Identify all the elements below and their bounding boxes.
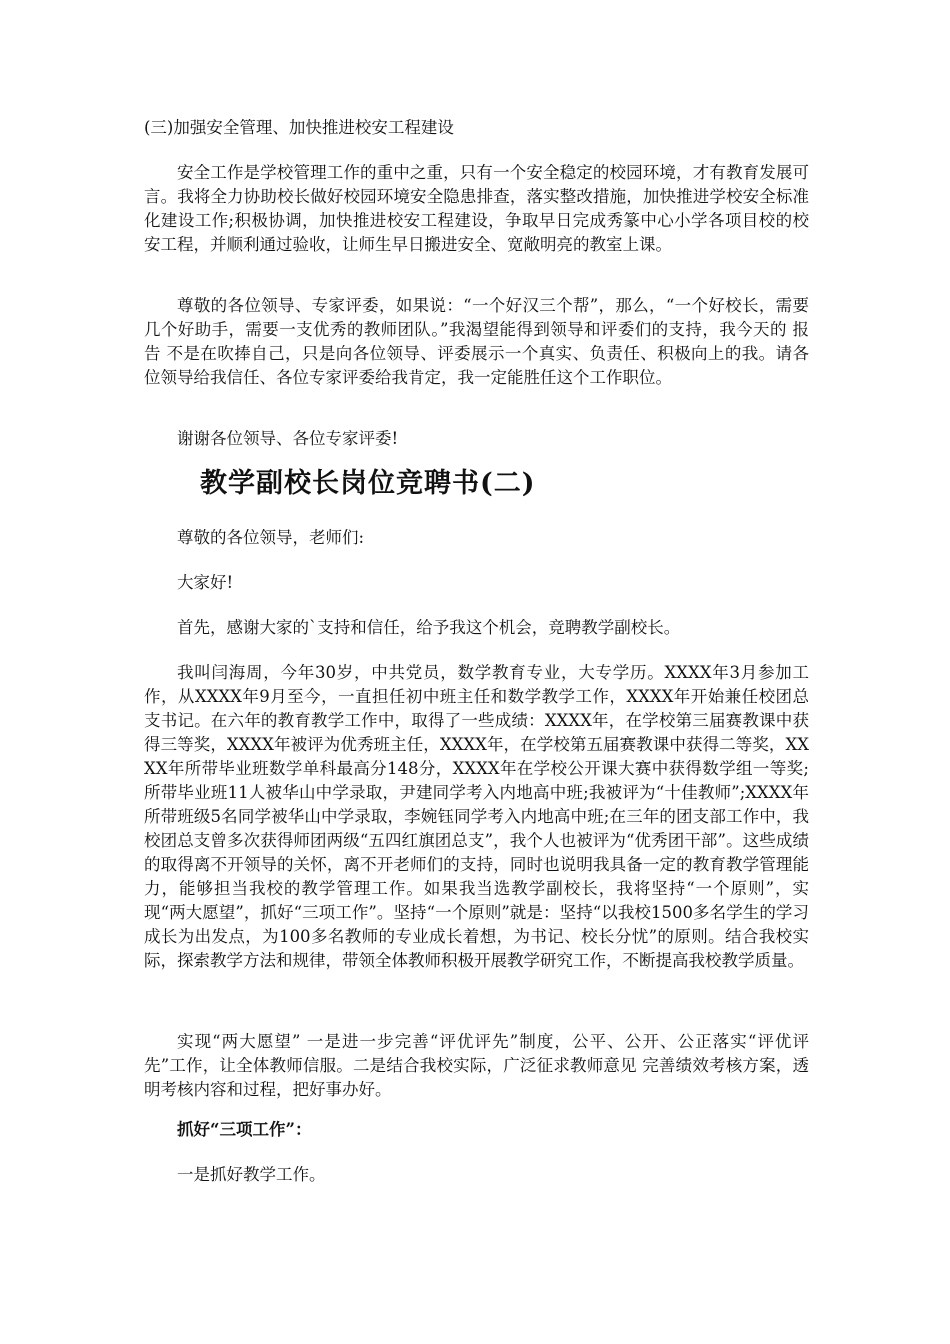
paragraph-safety: 安全工作是学校管理工作的重中之重，只有一个安全稳定的校园环境，才有教育发展可言。我将全力协助校长做好校园环境安全隐患排查，落实整改措施，加快推进学校安全标准化建设工作;积极协调，加快推进校安工程建设，争取早日完成秀篆中心小学各项目校的校安工程，并顺利通过验收，让师生早日搬进安全、宽敞明亮的教室上课。: [144, 163, 809, 254]
paragraph-closing: 尊敬的各位领导、专家评委，如果说：“一个好汉三个帮”，那么，“一个好校长，需要几个好助手，需要一支优秀的教师团队。”我渴望能得到领导和评委们的支持，我今天的 报告 不是在吹捧自己，只是向各位领导、评委展示一个真实、负责任、积极向上的我。请各位领导给我信任、各位专家评委给我肯定，我一定能胜任这个工作职位。: [144, 296, 809, 387]
paragraph-greeting: 尊敬的各位领导，老师们:: [177, 528, 365, 547]
paragraph-intro: 我叫闫海周，今年30岁，中共党员，数学教育专业，大专学历。XXXX年3月参加工作，从XXXX年9月至今，一直担任初中班主任和数学教学工作，XXXX年开始兼任校团总支书记。在六年的教育教学工作中，取得了一些成绩：XXXX年，在学校第三届赛教课中获得三等奖，XXXX年被评为优秀班主任，XXXX年，在学校第五届赛教课中获得二等奖，XXXX年所带毕业班数学单科最高分148分，XXXX年在学校公开课大赛中获得数学组一等奖;所带毕业班11人被华山中学录取，尹建同学考入内地高中班;我被评为“十佳教师”;XXXX年所带班级5名同学被华山中学录取，李婉钰同学考入内地高中班;在三年的团支部工作中，我校团总支曾多次获得师团两级“五四红旗团总支”，我个人也被评为“优秀团干部”。这些成绩的取得离不开领导的关怀，离不开老师们的支持，同时也说明我具备一定的教育教学管理能力，能够担当我校的教学管理工作。如果我当选教学副校长，我将坚持“一个原则”，实现“两大愿望”，抓好“三项工作”。坚持“一个原则”就是：坚持“以我校1500多名学生的学习成长为出发点，为100多名教师的专业成长着想，为书记、校长分忧”的原则。结合我校实际，探索教学方法和规律，带领全体教师积极开展教学研究工作，不断提高我校教学质量。: [144, 663, 809, 970]
document-heading: 教学副校长岗位竞聘书(二): [200, 468, 536, 499]
paragraph-hello: 大家好!: [177, 573, 234, 592]
paragraph-wishes: 实现“两大愿望” 一是进一步完善“评优评先”制度，公平、公开、公正落实“评优评先”工作，让全体教师信服。二是结合我校实际，广泛征求教师意见 完善绩效考核方案，透明考核内容和过程，把好事办好。: [144, 1032, 809, 1099]
paragraph-three-tasks: 抓好“三项工作”：: [177, 1120, 312, 1139]
paragraph-first: 首先，感谢大家的`支持和信任，给予我这个机会，竞聘教学副校长。: [177, 618, 681, 637]
paragraph-task-one: 一是抓好教学工作。: [177, 1165, 326, 1184]
paragraph-thanks: 谢谢各位领导、各位专家评委!: [177, 429, 399, 448]
section-title: (三)加强安全管理、加快推进校安工程建设: [144, 118, 454, 137]
